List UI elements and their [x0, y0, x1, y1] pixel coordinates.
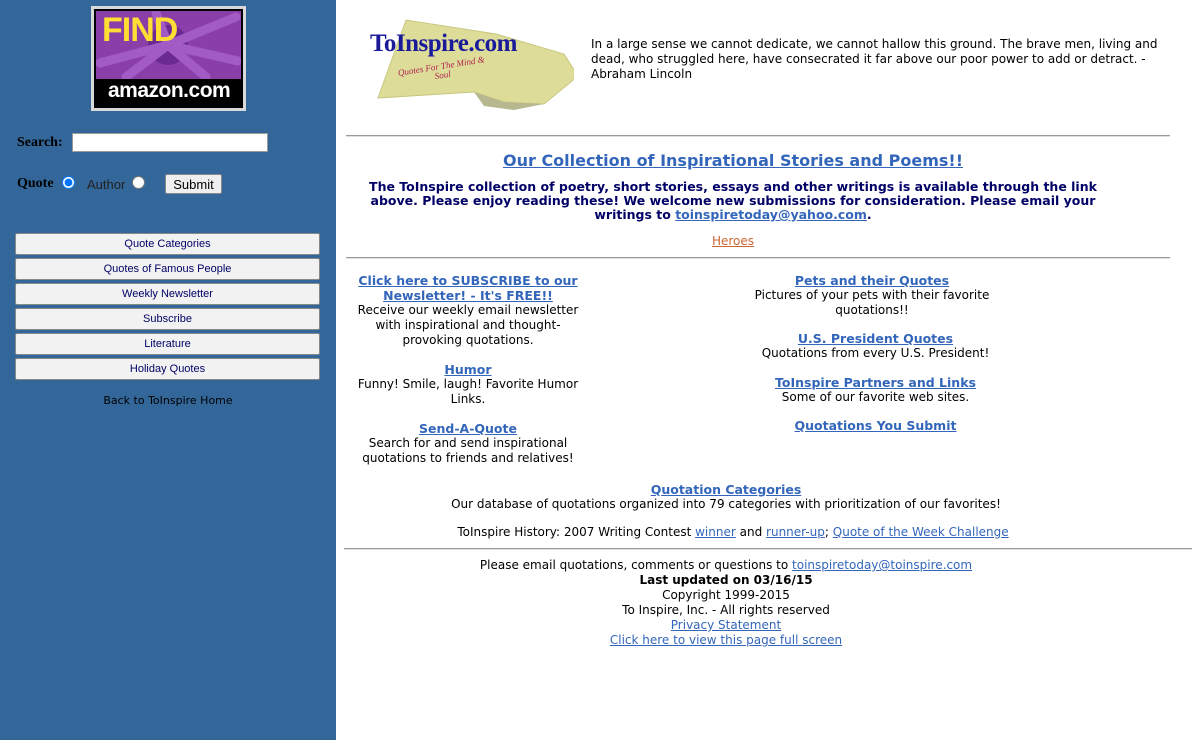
logo-title: ToInspire.com: [370, 30, 518, 57]
nav-literature-button[interactable]: Literature: [15, 333, 320, 355]
logo-tagline: Quotes For The Mind & Soul: [397, 54, 486, 82]
subscribe-newsletter-desc: Receive our weekly email newsletter with inspirational and thought-provoking quotations.: [357, 303, 579, 347]
quotation-categories-item: [346, 482, 1106, 512]
history-and: and: [739, 525, 763, 539]
quote-radio-label: Quote: [17, 176, 54, 191]
president-quotes-item: [747, 331, 1004, 361]
nav-holiday-quotes-button[interactable]: Holiday Quotes: [15, 358, 320, 380]
privacy-statement-link[interactable]: Privacy Statement: [670, 618, 782, 632]
divider: [346, 257, 1170, 259]
footer-email-link[interactable]: toinspiretoday@toinspire.com: [792, 558, 973, 572]
quotation-categories-desc: Our database of quotations organized into 79 categories with prioritization of our favorites!: [451, 497, 1001, 511]
featured-quote: In a large sense we cannot dedicate, we cannot hallow this ground. The brave men, living and dead, who struggled here, have consecrated it far above our poor power to add or detract. - Abraham Lincoln: [591, 37, 1158, 81]
last-updated: Last updated on 03/16/15: [639, 573, 813, 587]
heroes-row: [346, 234, 1120, 248]
nav-subscribe-button[interactable]: Subscribe: [15, 308, 320, 330]
author-radio-label: Author: [87, 177, 126, 192]
nav-quote-categories-button[interactable]: Quote Categories: [15, 233, 320, 255]
back-to-home-link[interactable]: Back to ToInspire Home: [103, 394, 233, 407]
quote-week-challenge-link[interactable]: Quote of the Week Challenge: [832, 525, 1009, 539]
partners-links-desc: Some of our favorite web sites.: [781, 390, 970, 404]
humor-link[interactable]: Humor: [444, 362, 492, 377]
collection-description: The ToInspire collection of poetry, short stories, essays and other writings is available through the link above. Please enjoy reading these! We welcome new submissions for consideration. Please email your writings to toinspiretoday@yahoo.com.: [369, 179, 1097, 222]
divider: [346, 135, 1170, 137]
amazon-ad-frame: [94, 9, 243, 108]
humor-item: [346, 362, 590, 407]
sidebar: [0, 0, 336, 740]
subscribe-newsletter-item: [346, 273, 590, 348]
amazon-ad-banner[interactable]: [91, 6, 246, 111]
nav-famous-people-button[interactable]: Quotes of Famous People: [15, 258, 320, 280]
partners-links-item: [747, 375, 1004, 405]
quote-radio[interactable]: [62, 176, 75, 189]
author-radio[interactable]: [132, 176, 145, 189]
nav-weekly-newsletter-button[interactable]: Weekly Newsletter: [15, 283, 320, 305]
collection-title-link[interactable]: Our Collection of Inspirational Stories and Poems!!: [502, 151, 963, 170]
send-a-quote-desc: Search for and send inspirational quotations to friends and relatives!: [362, 436, 574, 465]
contest-winner-link[interactable]: winner: [695, 525, 736, 539]
partners-links-link[interactable]: ToInspire Partners and Links: [775, 375, 976, 390]
send-a-quote-link[interactable]: Send-A-Quote: [419, 421, 517, 436]
submit-button[interactable]: Submit: [165, 174, 222, 194]
footer: [346, 558, 1106, 648]
amazon-ad-logo-text: amazon.com: [108, 79, 231, 102]
president-quotes-desc: Quotations from every U.S. President!: [761, 346, 990, 360]
full-screen-link[interactable]: Click here to view this page full screen: [609, 633, 843, 647]
quotations-you-submit-item: [747, 418, 1004, 433]
amazon-ad-find-text: FIND: [102, 11, 178, 49]
rights-reserved: To Inspire, Inc. - All rights reserved: [622, 603, 830, 617]
quotations-you-submit-link[interactable]: Quotations You Submit: [794, 418, 957, 433]
divider: [344, 548, 1192, 550]
heroes-link[interactable]: Heroes: [711, 234, 755, 248]
pets-quotes-item: [747, 273, 997, 318]
pets-quotes-link[interactable]: Pets and their Quotes: [794, 273, 950, 288]
history-separator: ;: [824, 525, 829, 539]
quotation-categories-link[interactable]: Quotation Categories: [650, 482, 802, 497]
subscribe-newsletter-link[interactable]: Click here to SUBSCRIBE to our Newsletter! - It's FREE!!: [358, 273, 578, 303]
footer-email-text: Please email quotations, comments or questions to: [479, 558, 789, 572]
contest-runner-up-link[interactable]: runner-up: [766, 525, 825, 539]
history-prefix: ToInspire History: 2007 Writing Contest: [457, 525, 692, 539]
submissions-email-link[interactable]: toinspiretoday@yahoo.com: [675, 207, 867, 222]
toinspire-logo[interactable]: [364, 14, 574, 110]
send-a-quote-item: [346, 421, 590, 466]
humor-desc: Funny! Smile, laugh! Favorite Humor Links.: [357, 377, 579, 406]
footer-email-line: [346, 558, 1106, 573]
amazon-ad-burst-graphic: [96, 11, 241, 79]
search-label: Search:: [17, 135, 63, 150]
history-row: [346, 525, 1120, 539]
collection-description-text: The ToInspire collection of poetry, short stories, essays and other writings is available through the link above. Please enjoy reading these! We welcome new submissions for consideration. Please email your writings to: [369, 179, 1097, 222]
search-input[interactable]: [72, 133, 268, 152]
pets-quotes-desc: Pictures of your pets with their favorite quotations!!: [754, 288, 990, 317]
copyright: Copyright 1999-2015: [662, 588, 790, 602]
president-quotes-link[interactable]: U.S. President Quotes: [797, 331, 954, 346]
